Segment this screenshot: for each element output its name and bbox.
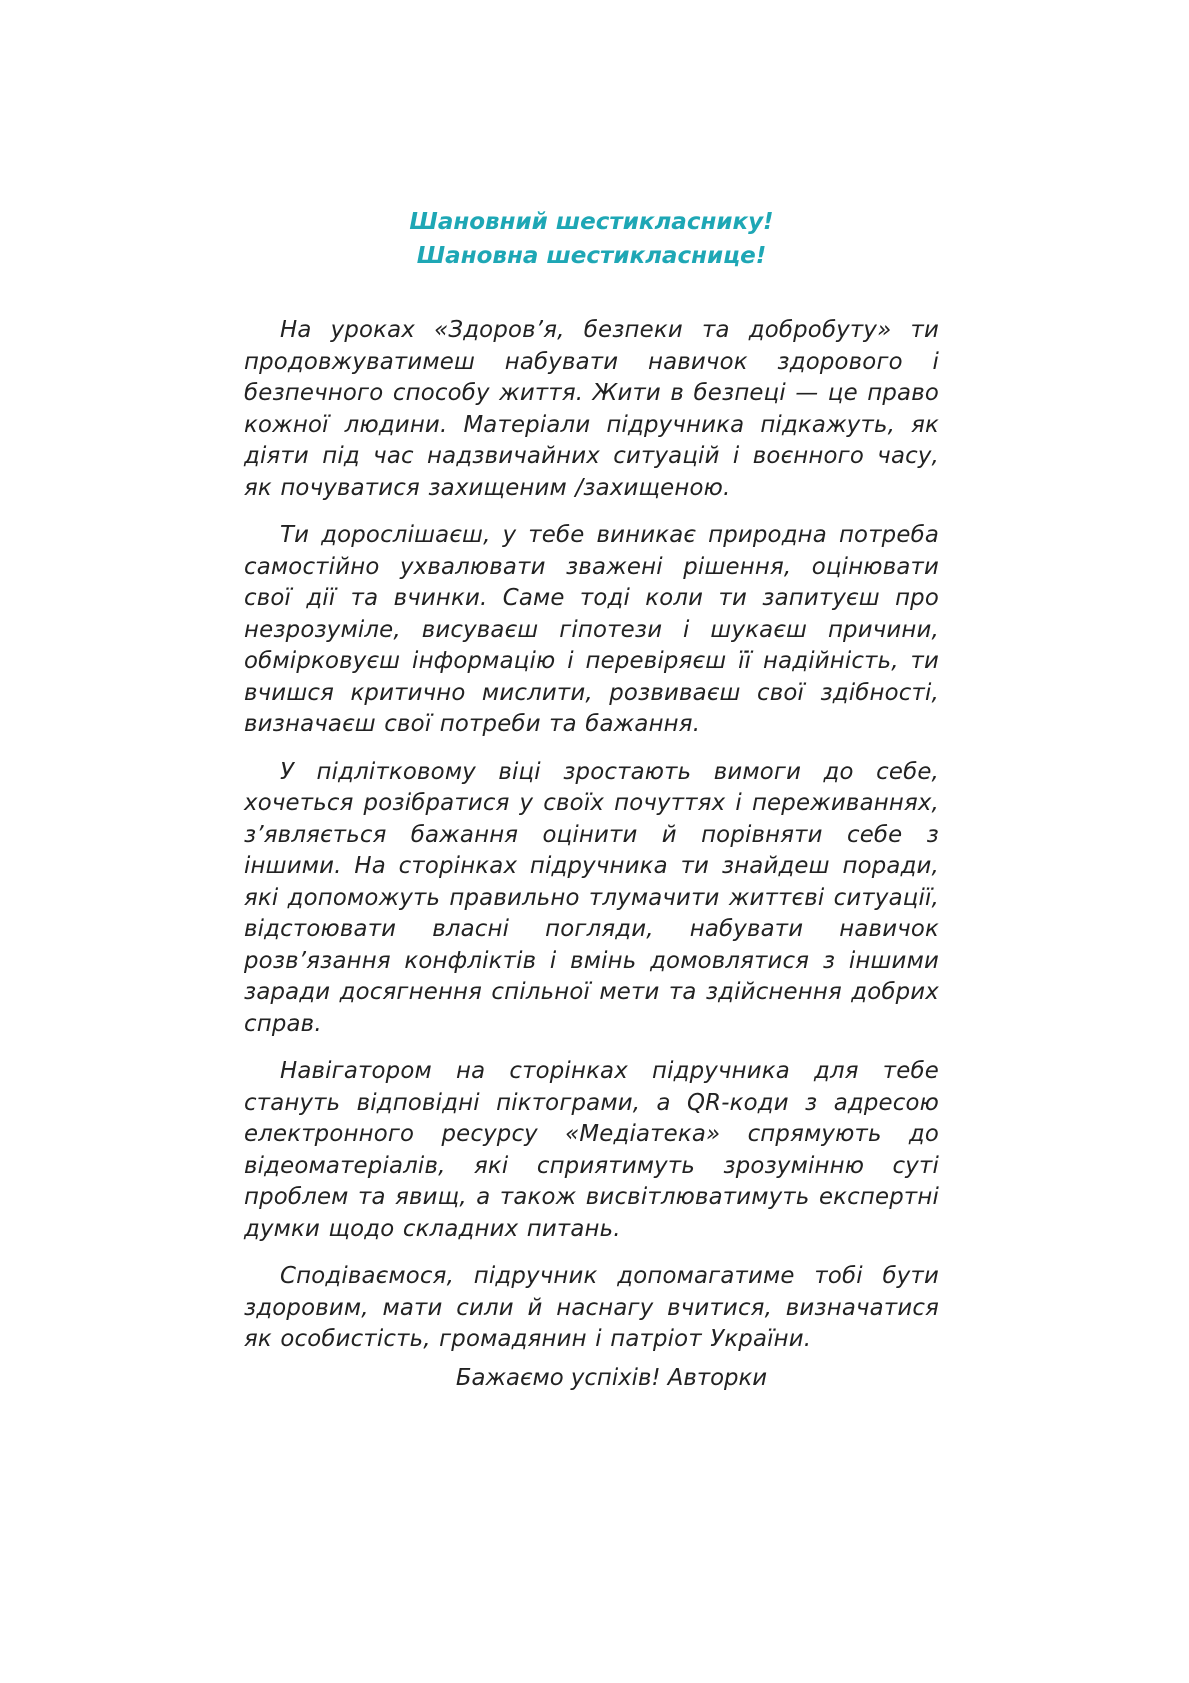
paragraph-navigator: Навігатором на сторінках підручника для тебе стануть відповідні піктограми, а QR-коди з адресою електронного ресурсу «Медіатека» спрямують до відеоматеріалів, які сприятимуть зрозумінню суті проблем та явищ, а також висвітлюватимуть експертні думки щодо складних питань.	[244, 1058, 939, 1242]
paragraph-hope: Сподіваємося, підручник допомагатиме тобі бути здоровим, мати сили й наснагу вчитися, визначатися як особистість, громадянин і патріот України.	[244, 1263, 939, 1352]
greeting-heading	[244, 205, 939, 273]
paragraph-teen-age: У підлітковому віці зростають вимоги до себе, хочеться розібратися у своїх почуттях і переживаннях, з’являється бажання оцінити й порівняти себе з іншими. На сторінках підручника ти знайдеш поради, які допоможуть правильно тлумачити життєві ситуації, відстоювати власні погляди, набувати навичок розв’язання конфліктів і вмінь домовлятися з іншими заради досягнення спільної мети та здійснення добрих справ.	[244, 758, 939, 1037]
closing-line: Бажаємо успіхів! Авторки	[455, 1365, 768, 1391]
body-text	[244, 315, 939, 1372]
paragraph-intro: На уроках «Здоров’я, безпеки та добробуту» ти продовжуватимеш набувати навичок здорового і безпечного способу життя. Жити в безпеці — це право кожної людини. Матеріали підручника підкажуть, як діяти під час надзвичайних ситуацій і воєнного часу, як почуватися захищеним /захищеною.	[244, 317, 939, 501]
greeting-line-2: Шановна шестикласнице!	[416, 243, 767, 269]
paragraph-growing-up: Ти дорослішаєш, у тебе виникає природна потреба самостійно ухвалювати зважені рішення, оцінювати свої дії та вчинки. Саме тоді коли ти запитуєш про незрозуміле, висуваєш гіпотези і шукаєш причини, обмірковуєш інформацію і перевіряєш її надійність, ти вчишся критично мислити, розвиваєш свої здібності, визначаєш свої потреби та бажання.	[244, 522, 939, 737]
greeting-line-1: Шановний шестикласнику!	[409, 209, 774, 235]
